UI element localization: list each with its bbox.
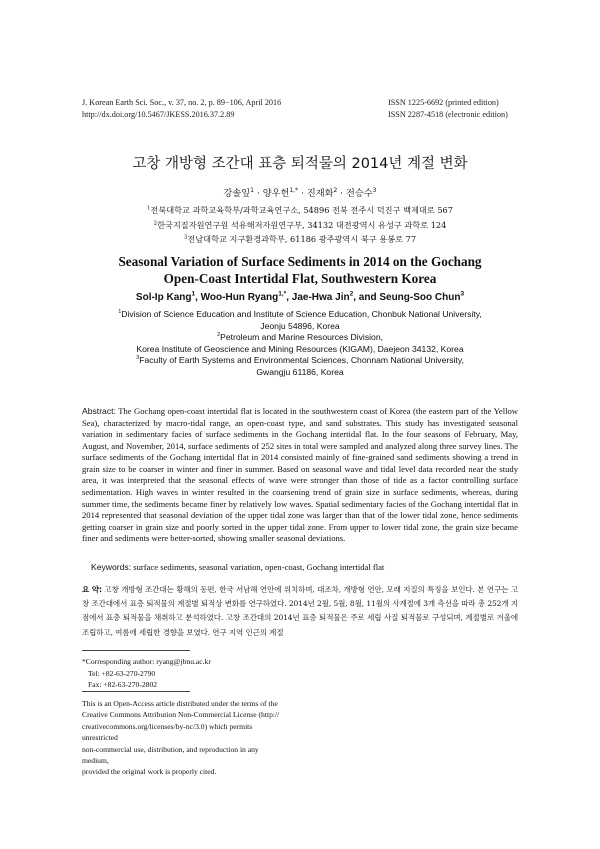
author-separator: · bbox=[298, 188, 307, 199]
correspondence bbox=[82, 656, 211, 691]
author-sup: 1,* bbox=[289, 186, 299, 194]
keywords-label: Keywords: bbox=[91, 562, 132, 572]
korean-affiliation bbox=[0, 232, 600, 247]
license-line: creativecommons.org/licenses/by-nc/3.0) which permits unrestricted bbox=[82, 721, 253, 743]
english-affiliation-line bbox=[0, 309, 600, 321]
license-divider bbox=[82, 691, 190, 692]
affil-sup: 3 bbox=[183, 234, 188, 241]
affil-text: 전남대학교 지구환경과학부, 61186 광주광역시 북구 용봉로 77 bbox=[187, 234, 417, 245]
keywords bbox=[91, 562, 521, 572]
author-separator: · bbox=[337, 188, 347, 199]
affil-sup: 1 bbox=[118, 309, 122, 316]
english-affiliation-line: Gwangju 61186, Korea bbox=[256, 366, 344, 377]
issn-print: ISSN 1225-6692 (printed edition) bbox=[388, 98, 499, 107]
author-separator: · bbox=[253, 188, 263, 199]
author-name: Seung-Soo Chun bbox=[379, 292, 461, 303]
abstract-label: Abstract: bbox=[82, 406, 116, 416]
english-title bbox=[0, 254, 600, 287]
affil-sup: 1 bbox=[147, 205, 151, 212]
corresponding-author[interactable]: *Corresponding author: ryang@jbnu.ac.kr bbox=[82, 657, 211, 666]
korean-abstract-label: 요 약: bbox=[82, 585, 102, 594]
korean-authors bbox=[0, 185, 600, 199]
affil-sup: 2 bbox=[217, 332, 221, 339]
english-affiliation-line: Jeonju 54896, Korea bbox=[260, 320, 340, 331]
license-line: Creative Commons Attribution Non-Commercial License (http:// bbox=[82, 710, 280, 720]
english-title-line: Open-Coast Intertidal Flat, Southwestern Korea bbox=[163, 270, 437, 286]
author-name: 진재화 bbox=[306, 188, 334, 199]
author-sup: 1 bbox=[191, 290, 196, 298]
affil-text: Division of Science Education and Institute of Science Education, Chonbuk National University, bbox=[121, 309, 482, 319]
korean-abstract-text: 고창 개방형 조간대는 황해의 동편, 한국 서남해 연안에 위치하며, 대조차, 개방형 연안, 모래 지질의 특징을 보인다. 본 연구는 고창 조간대에서 표층 퇴적물의 계절별 퇴적상 변화를 연구하였다. 2014년 2월, 5월, 8월, 11월의 사계절에 3개 측선을 따라 총 252개 지점에서 표층 퇴적물을 채취하고 분석하였다. 고창 조간대의 2014년 표층 퇴적물은 주로 세립 사질 퇴적물로 구성되며, 계절별로 겨울에 조립하고, 여름에 세립한 경향을 보였다. 연구 지역 인근의 계절 bbox=[82, 585, 518, 637]
author-sup: 1 bbox=[250, 186, 254, 194]
issn-electronic: ISSN 2287-4518 (electronic edition) bbox=[388, 109, 508, 119]
author-sup: 2 bbox=[333, 186, 338, 194]
author-sup: 2 bbox=[349, 290, 354, 298]
korean-abstract bbox=[82, 583, 518, 640]
license-line: provided the original work is properly cited. bbox=[82, 767, 217, 777]
author-name: 전승수 bbox=[346, 188, 373, 199]
footnote-divider bbox=[82, 650, 190, 651]
abstract bbox=[82, 406, 518, 545]
korean-affiliations bbox=[0, 203, 600, 247]
license-line: This is an Open-Access article distributed under the terms of the bbox=[82, 699, 278, 708]
journal-header-left bbox=[82, 97, 281, 120]
license-line: non-commercial use, distribution, and reproduction in any medium, bbox=[82, 744, 259, 766]
affil-sup: 2 bbox=[153, 219, 158, 226]
author-sup: 3 bbox=[372, 186, 377, 194]
abstract-text: The Gochang open-coast intertidal flat is located in the southwestern coast of Korea (the eastern part of the Yellow Sea), characterized by macro-tidal range, an open-coast type, and sand substrates. This study has investigated seasonal variation in sedimentary facies of surface sediments in the Gochang intertidal flat. In the four seasons of February, May, August, and November, 2014, surface sediments of 252 sites in total were sampled and analyzed along three survey lines. The surface sediments of the Gochang intertidal flat in 2014 consisted mainly of fine-grained sand sediments showing a trend in grain size to be coarser in winter and finer in summer. Based on seasonal wave and tidal level data recorded near the study area, it was interpreted that the seasonal effects of wave were stronger than those of tide as a factor controlling surface sedimentation. High waves in winter resulted in the coarsening trend of grain size in surface sediments, whereas, during summer time, the sediments became finer by relatively low waves. Spatial sedimentary facies of the Gochang intertidal flat in 2014 represented that seasonal deviation of the upper tidal zone was larger than that of the lower tidal zone, hence sediments getting coarser in grain size and poorly sorted in the upper tidal zone. From upper to lower tidal zone, the grain size became finer and sediments were better-sorted, showing smaller seasonal deviations. bbox=[82, 406, 519, 544]
affil-text: 전북대학교 과학교육학부/과학교육연구소, 54896 전북 전주시 덕진구 백제대로 567 bbox=[150, 205, 453, 215]
journal-citation: J. Korean Earth Sci. Soc., v. 37, no. 2, p. 89−106, April 2016 bbox=[82, 98, 282, 107]
english-affiliation-line bbox=[0, 355, 600, 367]
keywords-text: surface sediments, seasonal variation, open-coast, Gochang intertidal flat bbox=[133, 562, 385, 572]
author-name: Woo-Hun Ryang bbox=[200, 292, 279, 303]
korean-affiliation bbox=[0, 218, 600, 233]
author-name: Jae-Hwa Jin bbox=[291, 292, 350, 303]
affil-text: Petroleum and Marine Resources Division, bbox=[220, 332, 383, 343]
doi-link[interactable]: http://dx.doi.org/10.5467/JKESS.2016.37.2.89 bbox=[82, 109, 235, 119]
affil-sup: 3 bbox=[136, 355, 140, 362]
author-sup: 3 bbox=[460, 290, 465, 298]
affil-text: Faculty of Earth Systems and Environmental Sciences, Chonnam National University, bbox=[139, 355, 464, 366]
fax: Fax: +82-63-270-2802 bbox=[88, 680, 158, 689]
english-affiliations bbox=[0, 309, 600, 379]
author-sup: 1,* bbox=[278, 290, 287, 298]
journal-header-right bbox=[388, 97, 508, 120]
author-name: 강솔잎 bbox=[223, 188, 251, 199]
english-affiliation-line: Korea Institute of Geoscience and Mining Resources (KIGAM), Daejeon 34132, Korea bbox=[136, 343, 464, 354]
author-name: 양우헌 bbox=[262, 188, 290, 199]
korean-title: 고창 개방형 조간대 표층 퇴적물의 2014년 계절 변화 bbox=[132, 156, 468, 172]
english-title-line: Seasonal Variation of Surface Sediments in 2014 on the Gochang bbox=[118, 254, 482, 269]
license-notice bbox=[82, 698, 282, 778]
affil-text: 한국지질자원연구원 석유해저자원연구부, 34132 대전광역시 유성구 과학로 124 bbox=[157, 219, 447, 230]
telephone: Tel: +82-63-270-2790 bbox=[88, 668, 156, 678]
author-name: Sol-Ip Kang bbox=[135, 292, 192, 303]
english-affiliation-line bbox=[0, 332, 600, 344]
korean-affiliation bbox=[0, 203, 600, 218]
english-authors: Sol-Ip Kang$^1$, Woo-Hun Ryang$^{1,*}$, Jae-Hwa Jin$^2$, and Seung-Soo Chun$^3$ bbox=[135, 290, 465, 303]
